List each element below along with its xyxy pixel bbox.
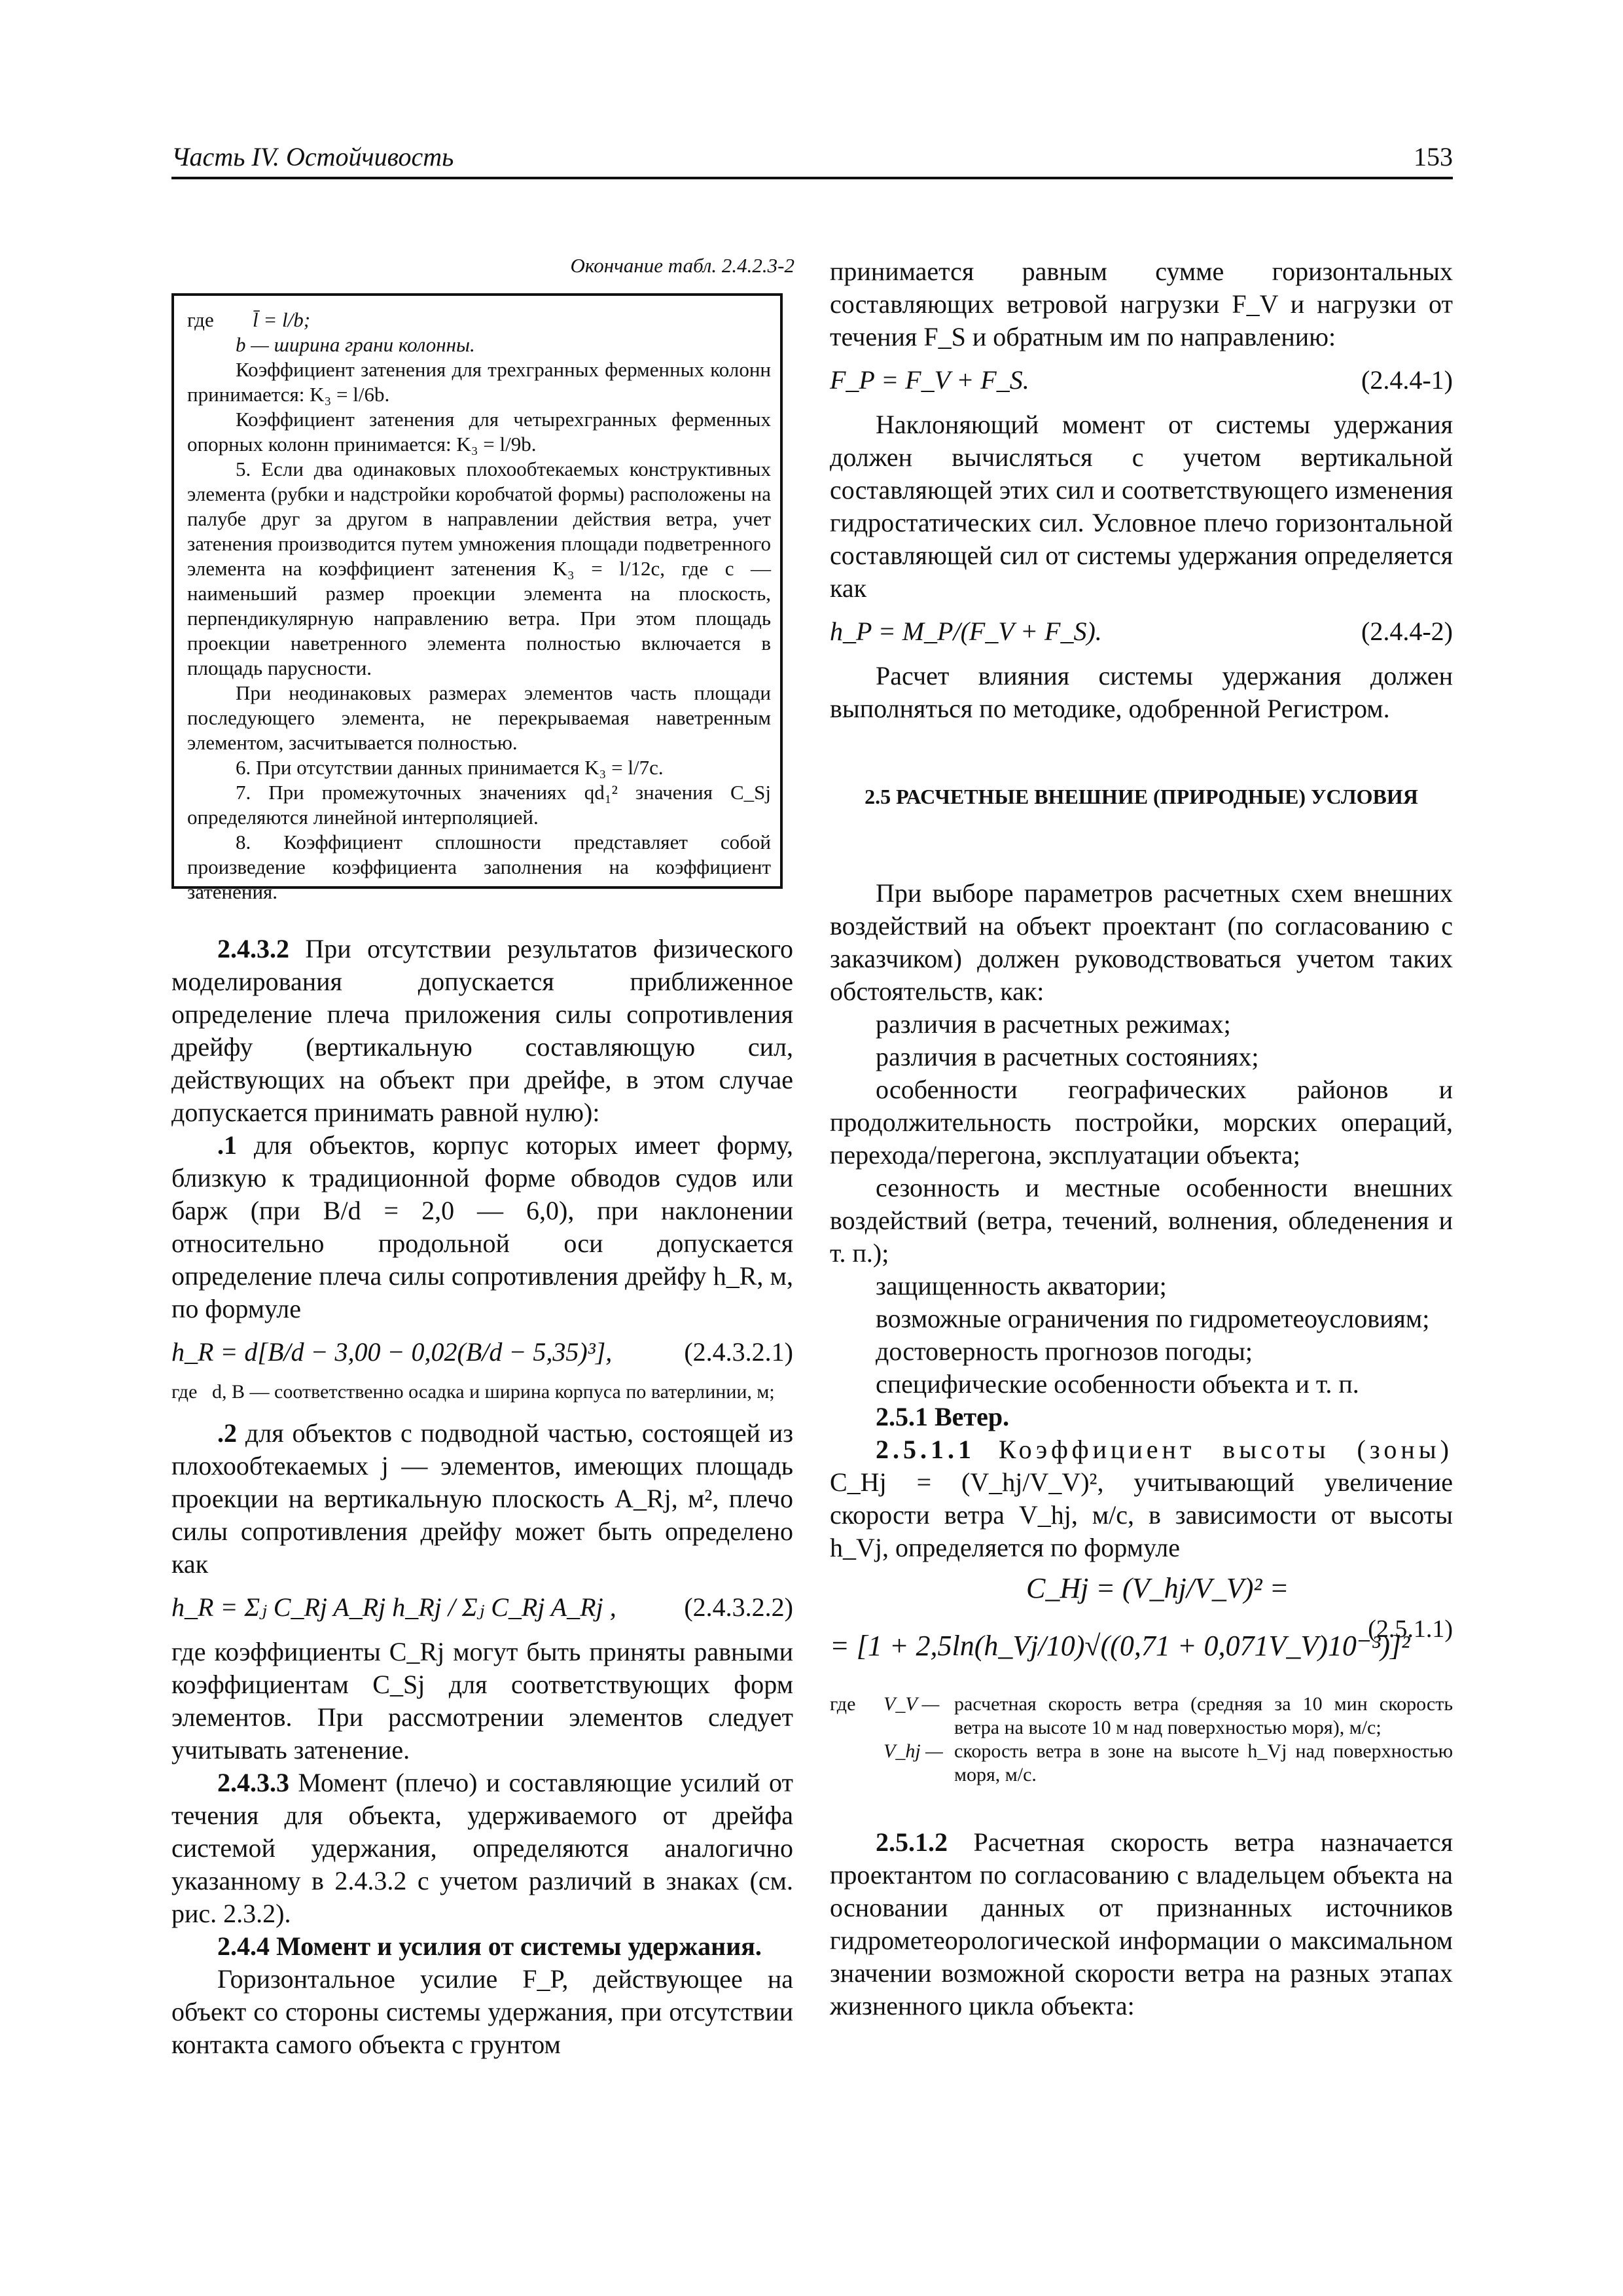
- list-item: защищенность акватории;: [876, 1271, 1167, 1300]
- formula-line: = [1 + 2,5ln(h_Vj/10)√((0,71 + 0,071V_V)10⁻³)]²: [830, 1630, 1410, 1662]
- table-paragraph: 8. Коэффициент сплошности представляет собой произведение коэффициента заполнения на коэффициент затенения.: [187, 831, 771, 903]
- left-column: [171, 933, 793, 2061]
- table-paragraph: Коэффициент затенения для четырехгранных ферменных опорных колонн принимается: K₃ = l/9b.: [187, 408, 771, 456]
- formula-line: C_Hj = (V_hj/V_V)² =: [1026, 1572, 1289, 1604]
- where-label: где: [187, 308, 214, 331]
- formula-2-4-4-2: [830, 615, 1453, 649]
- paragraph-2432: 2.4.3.2 При отсутствии результатов физического моделирования допускается приближенное определение плеча приложения силы сопротивления дрейфу (вертикальную составляющую сил, действующих на объект при дрейфе, в этом случае допускается принимать равной нулю):: [171, 934, 794, 1127]
- list-item: специфические особенности объекта и т. п.: [876, 1369, 1359, 1399]
- paragraph-2511: 2.5.1.1 Коэффициент высоты (зоны) C_Hj = (V_hj/V_V)², учитывающий увеличение скорости ветра V_hj, м/с, в зависимости от высоты h_Vj, определяется по формуле: [830, 1435, 1454, 1562]
- formula-2-5-1-1: [830, 1572, 1453, 1683]
- list-item: .1 для объектов, корпус которых имеет форму, близкую к традиционной форме обводов судов или барж (при B/d = 2,0 — 6,0), при наклонении относительно продольной оси допускается определение плеча силы сопротивления дрейфу h_R, м, по формуле: [171, 1130, 793, 1323]
- table-paragraph: Коэффициент затенения для трехгранных ферменных колонн принимается: K₃ = l/6b.: [187, 358, 771, 406]
- paragraph-2512: 2.5.1.2 Расчетная скорость ветра назначается проектантом по согласованию с владельцем объекта на основании данных от признанных источников гидрометеорологической информации о максимальном значении возможной скорости ветра на разных этапах жизненного цикла объекта:: [830, 1827, 1453, 2020]
- right-column: [830, 255, 1453, 2022]
- paragraph: принимается равным сумме горизонтальных составляющих ветровой нагрузки F_V и нагрузки от течения F_S и обратным им по направлению:: [830, 257, 1453, 351]
- formula-number: (2.5.1.1): [1368, 1615, 1453, 1643]
- section-heading-251: 2.5.1 Ветер.: [876, 1402, 1010, 1431]
- paragraph: При выборе параметров расчетных схем внешних воздействий на объект проектант (по согласованию с заказчиком) должен руководствоваться учетом таких обстоятельств, как:: [830, 878, 1453, 1006]
- table-row: [187, 308, 771, 332]
- list-item: возможные ограничения по гидрометеоусловиям;: [876, 1304, 1430, 1333]
- section-heading-244: 2.4.4 Момент и усилия от системы удержания.: [217, 1931, 762, 1961]
- section-heading-25: 2.5 РАСЧЕТНЫЕ ВНЕШНИЕ (ПРИРОДНЫЕ) УСЛОВИЯ: [865, 785, 1418, 808]
- paragraph: Горизонтальное усилие F_P, действующее на объект со стороны системы удержания, при отсутствии контакта самого объекта с грунтом: [171, 1964, 793, 2059]
- table-paragraph: При неодинаковых размерах элементов часть площади последующего элемента, не перекрываемая наветренным элементом, засчитывается полностью.: [187, 681, 771, 754]
- table-paragraph: 6. При отсутствии данных принимается K₃ = l/7c.: [236, 756, 664, 779]
- list-item: различия в расчетных состояниях;: [876, 1042, 1259, 1071]
- list-item: особенности географических районов и продолжительность постройки, морских операций, перехода/перегона, эксплуатации объекта;: [830, 1075, 1453, 1170]
- legend-row: где V_V — расчетная скорость ветра (средняя за 10 мин скорость ветра на высоте 10 м над поверхностью моря), м/с;: [830, 1693, 1453, 1738]
- list-item: различия в расчетных режимах;: [876, 1009, 1231, 1039]
- formula-number: (2.4.3.2.2): [684, 1592, 793, 1622]
- running-title: Часть IV. Остойчивость: [171, 142, 454, 171]
- paragraph: Расчет влияния системы удержания должен выполняться по методике, одобренной Регистром.: [830, 661, 1453, 723]
- formula-expression: F_P = F_V + F_S.: [830, 365, 1029, 395]
- table-paragraph: 5. Если два одинаковых плохообтекаемых конструктивных элемента (рубки и надстройки коробчатой формы) расположены на палубе друг за другом в направлении действия ветра, учет затенения производится путем умножения площади подветренного элемента на коэффициент затенения K₃ = l/12c, где c — наименьший размер проекции элемента на плоскость, перпендикулярную направлению ветра. При этом площадь проекции наветренного элемента полностью включается в площадь парусности.: [187, 457, 771, 679]
- paragraph: Наклоняющий момент от системы удержания должен вычисляться с учетом вертикальной составляющей этих сил и соответствующего изменения гидростатических сил. Условное плечо горизонтальной составляющей сил от системы удержания определяется как: [830, 410, 1453, 603]
- formula-2-4-4-1: [830, 364, 1453, 398]
- formula-legend: [830, 1693, 1453, 1787]
- formula-number: (2.4.3.2.1): [684, 1337, 793, 1367]
- list-item: .2 для объектов с подводной частью, состоящей из плохообтекаемых j — элементов, имеющих площадь проекции на вертикальную плоскость A_Rj, м², плечо силы сопротивления дрейфу может быть определено как: [171, 1418, 794, 1579]
- formula-2-4-3-2-2: [171, 1591, 793, 1625]
- table-caption: Окончание табл. 2.4.2.3-2: [570, 254, 794, 277]
- table-line: b — ширина грани колонны.: [236, 333, 475, 356]
- table-notes-box: [171, 293, 783, 903]
- table-paragraph: 7. При промежуточных значениях qd₁² значения C_Sj определяются линейной интерполяцией.: [187, 781, 771, 829]
- formula-2-4-3-2-1: [171, 1336, 793, 1370]
- page-header: [171, 139, 1453, 179]
- formula-number: (2.4.4-2): [1361, 617, 1453, 646]
- table-line: l̄ = l/b;: [253, 308, 311, 331]
- list-item: сезонность и местные особенности внешних воздействий (ветра, течений, волнения, обледенения и т. п.);: [830, 1173, 1453, 1268]
- list-item: достоверность прогнозов погоды;: [876, 1336, 1253, 1366]
- formula-note: где d, B — соответственно осадка и ширина корпуса по ватерлинии, м;: [171, 1381, 775, 1403]
- paragraph: где коэффициенты C_Rj могут быть приняты равными коэффициентам C_Sj для соответствующих форм элементов. При рассмотрении элементов следует учитывать затенение.: [171, 1637, 793, 1765]
- formula-expression: h_R = d[B/d − 3,00 − 0,02(B/d − 5,35)³],: [171, 1337, 613, 1367]
- page-number: 153: [1414, 142, 1453, 171]
- formula-expression: h_P = M_P/(F_V + F_S).: [830, 617, 1102, 646]
- paragraph-2433: 2.4.3.3 Момент (плечо) и составляющие усилий от течения для объекта, удерживаемого от дрейфа системой удержания, определяются аналогично указанному в 2.4.3.2 с учетом различий в знаках (см. рис. 2.3.2).: [171, 1768, 794, 1928]
- formula-number: (2.4.4-1): [1361, 365, 1453, 395]
- formula-expression: h_R = Σⱼ C_Rj A_Rj h_Rj / Σⱼ C_Rj A_Rj ,: [171, 1592, 616, 1622]
- legend-row: V_hj — скорость ветра в зоне на высоте h_Vj над поверхностью моря, м/с.: [883, 1740, 1453, 1785]
